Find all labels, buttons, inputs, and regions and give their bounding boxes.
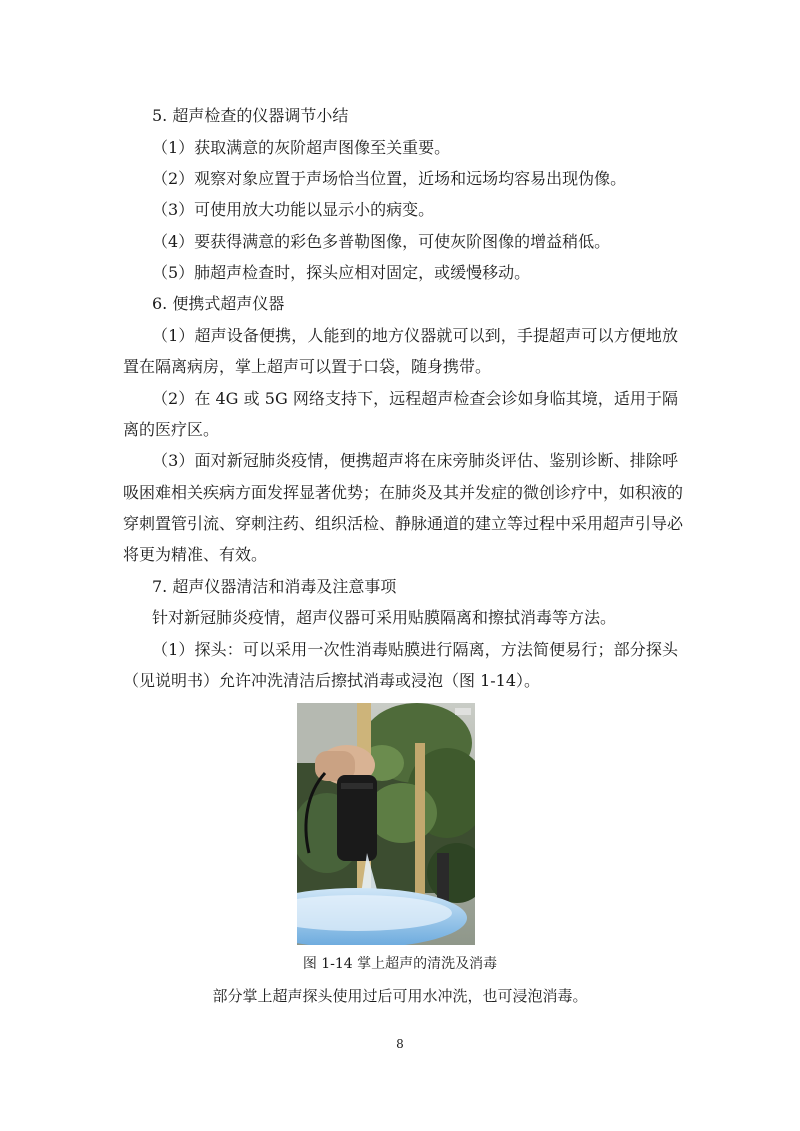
section-5-item-2: （2）观察对象应置于声场恰当位置，近场和远场均容易出现伪像。 <box>152 169 627 188</box>
section-7-p1-line-1: （1）探头：可以采用一次性消毒贴膜进行隔离，方法简便易行；部分探头 <box>152 640 678 659</box>
figure-caption: 图 1-14 掌上超声的清洗及消毒 <box>302 956 498 972</box>
section-6-heading: 6. 便携式超声仪器 <box>152 294 285 313</box>
figure-photo <box>297 703 475 945</box>
section-6-p2-line-2: 离的医疗区。 <box>123 420 220 439</box>
section-6-p3-line-1: （3）面对新冠肺炎疫情，便携超声将在床旁肺炎评估、鉴别诊断、排除呼 <box>152 451 678 470</box>
section-5-item-1: （1）获取满意的灰阶超声图像至关重要。 <box>152 138 451 157</box>
section-6-p1-line-1: （1）超声设备便携，人能到的地方仪器就可以到，手提超声可以方便地放 <box>152 326 678 345</box>
section-7-heading: 7. 超声仪器清洁和消毒及注意事项 <box>152 577 397 596</box>
section-5-item-4: （4）要获得满意的彩色多普勒图像，可使灰阶图像的增益稍低。 <box>152 232 611 251</box>
figure-note: 部分掌上超声探头使用过后可用水冲洗，也可浸泡消毒。 <box>212 987 588 1005</box>
rinsing-probe-illustration <box>297 703 475 945</box>
section-6-p3-line-4: 将更为精准、有效。 <box>123 545 268 564</box>
section-6-p1-line-2: 置在隔离病房，掌上超声可以置于口袋，随身携带。 <box>123 357 492 376</box>
section-5-heading: 5. 超声检查的仪器调节小结 <box>152 106 349 125</box>
page-number: 8 <box>396 1037 404 1051</box>
section-6-p3-line-3: 穿刺置管引流、穿刺注药、组织活检、静脉通道的建立等过程中采用超声引导必 <box>123 514 684 533</box>
section-5-item-5: （5）肺超声检查时，探头应相对固定，或缓慢移动。 <box>152 263 531 282</box>
section-7-p1-line-2: （见说明书）允许冲洗清洁后擦拭消毒或浸泡（图 1-14）。 <box>123 671 541 690</box>
section-6-p3-line-2: 吸困难相关疾病方面发挥显著优势；在肺炎及其并发症的微创诊疗中，如积液的 <box>123 483 684 502</box>
section-5-item-3: （3）可使用放大功能以显示小的病变。 <box>152 200 435 219</box>
section-6-p2-line-1: （2）在 4G 或 5G 网络支持下，远程超声检查会诊如身临其境，适用于隔 <box>152 389 678 408</box>
section-7-intro: 针对新冠肺炎疫情，超声仪器可采用贴膜隔离和擦拭消毒等方法。 <box>152 608 617 627</box>
